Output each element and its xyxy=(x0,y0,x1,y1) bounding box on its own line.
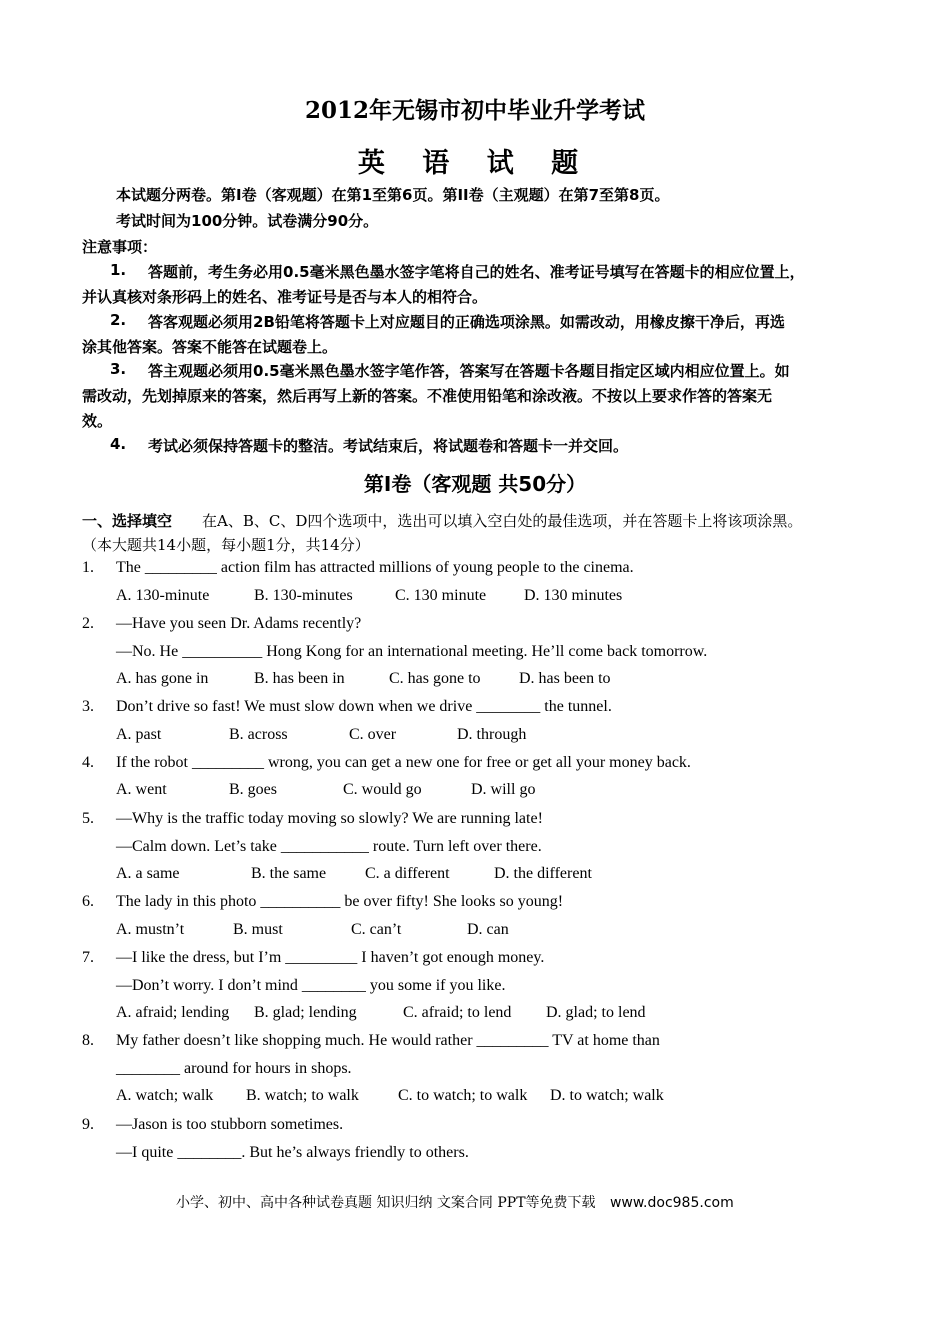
option-b: B. has been in xyxy=(254,670,345,687)
note-2-number: 2. xyxy=(110,311,127,329)
option-b: B. glad; lending xyxy=(254,1004,357,1021)
option-c: C. has gone to xyxy=(389,670,481,687)
note-1-number: 1. xyxy=(110,261,127,279)
intro-line-1: 本试题分两卷。第I卷（客观题）在第1至第6页。第II卷（主观题）在第7至第8页。 xyxy=(116,186,670,204)
question-number: 5. xyxy=(82,810,94,827)
option-d: D. to watch; walk xyxy=(550,1087,664,1104)
note-4-number: 4. xyxy=(110,435,127,453)
question-number: 1. xyxy=(82,559,94,576)
option-b: B. across xyxy=(229,726,288,743)
question-number: 7. xyxy=(82,949,94,966)
note-2-text: 答客观题必须用2B铅笔将答题卡上对应题目的正确选项涂黑。如需改动，用橡皮擦干净后，再选 xyxy=(148,313,785,331)
question-stem-cont: —Don’t worry. I don’t mind ________ you some if you like. xyxy=(116,977,506,994)
footer-url[interactable]: www.doc985.com xyxy=(609,1195,734,1211)
question-stem: —Have you seen Dr. Adams recently? xyxy=(116,615,362,632)
note-3-text-cont: 需改动，先划掉原来的答案，然后再写上新的答案。不准使用铅笔和涂改液。不按以上要求作答的答案无 xyxy=(82,387,773,405)
option-c: C. a different xyxy=(365,865,450,882)
note-2-text-cont: 涂其他答案。答案不能答在试题卷上。 xyxy=(82,338,338,356)
exam-subtitle: 英 语 试 题 xyxy=(357,148,593,179)
option-b: B. watch; to walk xyxy=(246,1087,359,1104)
option-b: B. goes xyxy=(229,781,277,798)
question-stem-cont: ________ around for hours in shops. xyxy=(116,1060,352,1077)
question-stem: —I like the dress, but I’m _________ I haven’t got enough money. xyxy=(116,949,545,966)
section-1-title: 第I卷（客观题 共50分） xyxy=(363,472,587,496)
question-stem: My father doesn’t like shopping much. He would rather _________ TV at home than xyxy=(116,1032,660,1049)
part-1-instruction: 在A、B、C、D四个选项中，选出可以填入空白处的最佳选项，并在答题卡上将该项涂黑。 xyxy=(202,512,803,530)
question-stem: Don’t drive so fast! We must slow down when we drive ________ the tunnel. xyxy=(116,698,612,715)
option-c: C. would go xyxy=(343,781,422,798)
option-d: D. has been to xyxy=(519,670,611,687)
note-1-text: 答题前，考生务必用0.5毫米黑色墨水签字笔将自己的姓名、准考证号填写在答题卡的相应位置上， xyxy=(148,263,805,281)
option-b: B. the same xyxy=(251,865,327,882)
question-stem: The _________ action film has attracted millions of young people to the cinema. xyxy=(116,559,634,576)
note-4-text: 考试必须保持答题卡的整洁。考试结束后，将试题卷和答题卡一并交回。 xyxy=(148,437,629,455)
intro-line-2: 考试时间为100分钟。试卷满分90分。 xyxy=(116,212,379,230)
question-number: 4. xyxy=(82,754,94,771)
option-a: A. past xyxy=(116,726,162,743)
option-c: C. afraid; to lend xyxy=(403,1004,512,1021)
question-stem: —Why is the traffic today moving so slowly? We are running late! xyxy=(116,810,543,827)
option-a: A. went xyxy=(116,781,167,798)
option-d: D. can xyxy=(467,921,509,938)
option-a: A. has gone in xyxy=(116,670,209,687)
note-3-number: 3. xyxy=(110,360,127,378)
question-stem: If the robot _________ wrong, you can get a new one for free or get all your money back. xyxy=(116,754,691,771)
option-c: C. to watch; to walk xyxy=(398,1087,528,1104)
option-a: A. afraid; lending xyxy=(116,1004,230,1021)
part-1-label: 一、选择填空 xyxy=(82,512,173,530)
question-number: 2. xyxy=(82,615,94,632)
option-b: B. 130-minutes xyxy=(254,587,353,604)
question-stem: —Jason is too stubborn sometimes. xyxy=(116,1116,344,1133)
question-stem-cont: —Calm down. Let’s take ___________ route. Turn left over there. xyxy=(116,838,542,855)
part-1-note: （本大题共14小题，每小题1分，共14分） xyxy=(82,536,370,554)
option-b: B. must xyxy=(233,921,283,938)
exam-title: 2012年无锡市初中毕业升学考试 xyxy=(304,97,645,124)
question-stem-cont: —No. He __________ Hong Kong for an international meeting. He’ll come back tomorrow. xyxy=(116,643,708,660)
note-1-text-cont: 并认真核对条形码上的姓名、准考证号是否与本人的相符合。 xyxy=(82,288,488,306)
option-d: D. will go xyxy=(471,781,536,798)
option-c: C. 130 minute xyxy=(395,587,487,604)
option-a: A. 130-minute xyxy=(116,587,210,604)
option-d: D. the different xyxy=(494,865,592,882)
footer-text: 小学、初中、高中各种试卷真题 知识归纳 文案合同 PPT等免费下载 xyxy=(176,1195,596,1211)
question-number: 9. xyxy=(82,1116,94,1133)
option-d: D. through xyxy=(457,726,527,743)
option-c: C. over xyxy=(349,726,397,743)
question-stem: The lady in this photo __________ be over fifty! She looks so young! xyxy=(116,893,564,910)
option-d: D. glad; to lend xyxy=(546,1004,646,1021)
question-number: 8. xyxy=(82,1032,94,1049)
note-3-text: 答主观题必须用0.5毫米黑色墨水签字笔作答，答案写在答题卡各题目指定区域内相应位置上。如 xyxy=(148,362,790,380)
option-d: D. 130 minutes xyxy=(524,587,623,604)
option-a: A. watch; walk xyxy=(116,1087,214,1104)
option-a: A. mustn’t xyxy=(116,921,185,938)
footer xyxy=(176,1192,734,1212)
note-3-text-end: 效。 xyxy=(82,412,113,430)
question-number: 6. xyxy=(82,893,94,910)
notes-heading: 注意事项： xyxy=(82,238,158,256)
option-c: C. can’t xyxy=(351,921,402,938)
option-a: A. a same xyxy=(116,865,180,882)
question-stem-cont: —I quite ________. But he’s always friendly to others. xyxy=(116,1144,469,1161)
question-number: 3. xyxy=(82,698,94,715)
